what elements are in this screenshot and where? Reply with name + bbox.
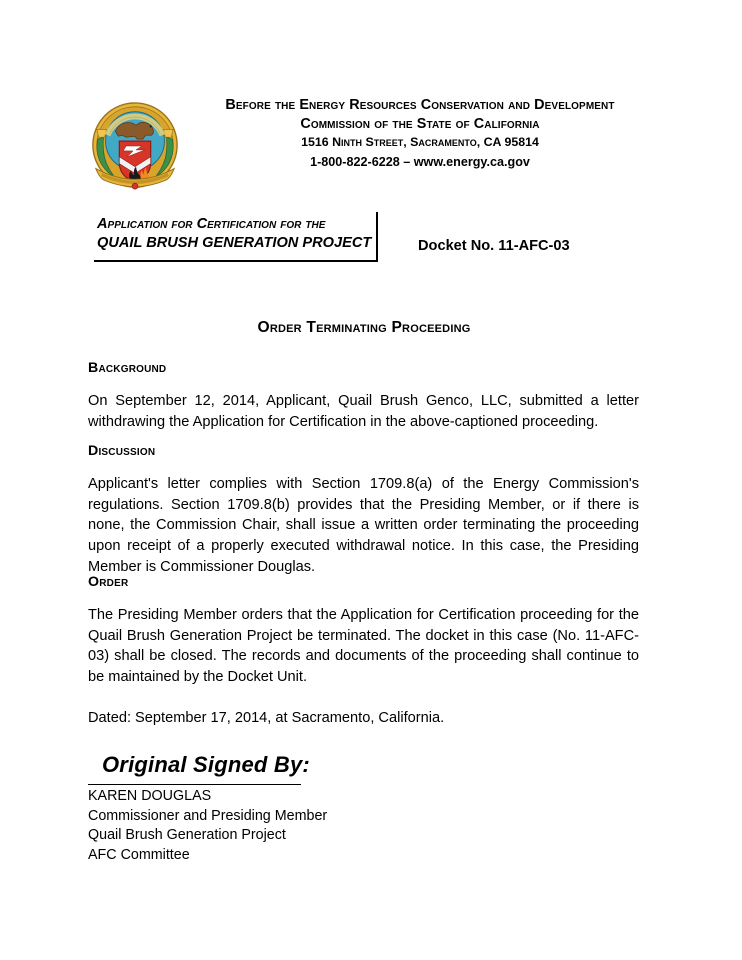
california-energy-commission-seal-icon (86, 98, 184, 196)
signatory-committee: AFC Committee (88, 846, 190, 863)
signed-by-text: Original Signed By: (102, 752, 310, 777)
signatory-name: KAREN DOUGLAS (88, 788, 212, 805)
dated-line: Dated: September 17, 2014, at Sacramento, California. (88, 710, 445, 726)
docket-number: Docket No. 11-AFC-03 (418, 238, 570, 254)
section-body-background: On September 12, 2014, Applicant, Quail Brush Genco, LLC, submitted a letter withdrawing the Application for Certification in the above-captioned proceeding. (88, 393, 639, 430)
signature-block (88, 752, 418, 865)
caption-line-1: Application for Certification for the (97, 216, 326, 232)
section-heading-discussion: Discussion (88, 443, 156, 459)
signatory-project: Quail Brush Generation Project (88, 827, 286, 844)
section-body-discussion: Applicant's letter complies with Section 1709.8(a) of the Energy Commission's regulations. Section 1709.8(b) provides that the Presiding Member, or if there is none, the Commission Chair, shall issue a written order terminating the proceeding upon receipt of a properly executed withdrawal notice. In this case, the Presiding Member is Commissioner Douglas. (88, 476, 639, 575)
header-agency-text (184, 96, 656, 172)
document-header (0, 96, 742, 201)
case-caption-row (0, 212, 742, 268)
signature-rule (88, 784, 301, 785)
page-title: Order Terminating Proceeding (257, 319, 471, 336)
header-address: 1516 Ninth Street, Sacramento, CA 95814 (301, 135, 539, 150)
caption-line-2: QUAIL BRUSH GENERATION PROJECT (97, 235, 372, 252)
section-heading-order: Order (88, 574, 129, 590)
section-heading-background: Background (88, 360, 167, 376)
header-line-1: Before the Energy Resources Conservation and Development (225, 97, 615, 113)
section-body-order: The Presiding Member orders that the Application for Certification proceeding for the Quail Brush Generation Project be terminated. The docket in this case (No. 11-AFC-03) shall be closed. The records and documents of the proceeding shall continue to be maintained by the Docket Unit. (88, 607, 639, 686)
agency-seal (86, 98, 184, 196)
header-contact: 1-800-822-6228 – www.energy.ca.gov (310, 155, 530, 170)
case-caption-box (94, 212, 378, 262)
header-line-2: Commission of the State of California (300, 115, 540, 132)
signatory-title: Commissioner and Presiding Member (88, 807, 328, 824)
